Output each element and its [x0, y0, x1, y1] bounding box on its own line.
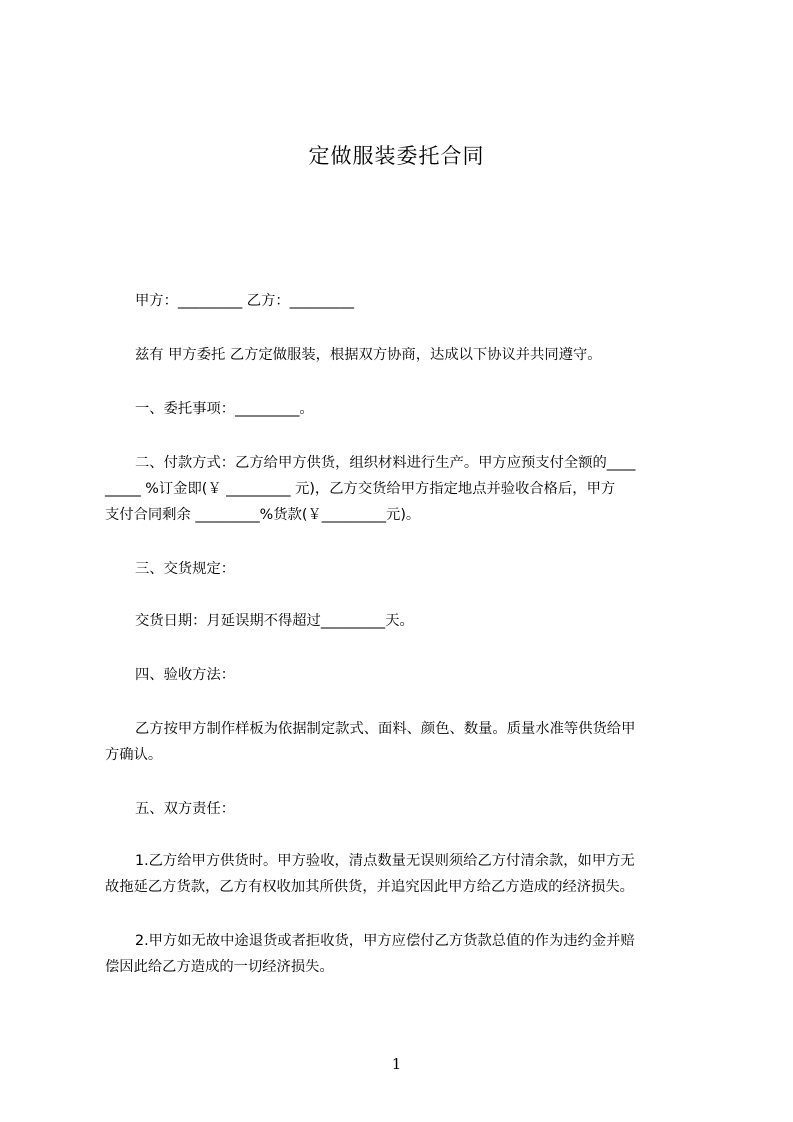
section-3-delivery-date: 交货日期：月延误期不得超过_________天。 — [135, 613, 414, 629]
document-title: 定做服装委托合同 — [308, 144, 485, 168]
section-5-item-2-line-1: 2.甲方如无故中途退货或者拒收货，甲方应偿付乙方货款总值的作为违约金并赔 — [135, 933, 635, 949]
parties-line: 甲方：_________ 乙方：_________ — [135, 293, 354, 309]
section-5-heading: 五、双方责任： — [135, 801, 236, 817]
section-4-heading: 四、验收方法： — [135, 667, 236, 683]
section-3-heading: 三、交货规定： — [135, 561, 236, 577]
section-2-line-1: 二、付款方式：乙方给甲方供货，组织材料进行生产。甲方应预支付全额的____ — [135, 455, 636, 471]
section-4-line-1: 乙方按甲方制作样板为依据制定款式、面料、颜色、数量。质量水准等供货给甲 — [135, 721, 636, 737]
section-2-line-2: _____ %订金即(￥ _________ 元)，乙方交货给甲方指定地点并验收合格后，甲方 — [105, 481, 616, 497]
section-4-line-2: 方确认。 — [105, 747, 163, 763]
section-2-line-3: 支付合同剩余 _________%货款(￥_________元)。 — [105, 507, 421, 523]
page-number: 1 — [391, 1055, 402, 1073]
section-1-commission: 一、委托事项：_________。 — [135, 401, 314, 417]
section-5-item-1-line-2: 故拖延乙方货款，乙方有权收加其所供货，并追究因此甲方给乙方造成的经济损失。 — [105, 879, 634, 895]
section-5-item-2-line-2: 偿因此给乙方造成的一切经济损失。 — [105, 959, 334, 975]
section-5-item-1-line-1: 1.乙方给甲方供货时。甲方验收，清点数量无误则须给乙方付清余款，如甲方无 — [135, 853, 635, 869]
intro-paragraph: 兹有 甲方委托 乙方定做服装，根据双方协商，达成以下协议并共同遵守。 — [135, 347, 602, 363]
